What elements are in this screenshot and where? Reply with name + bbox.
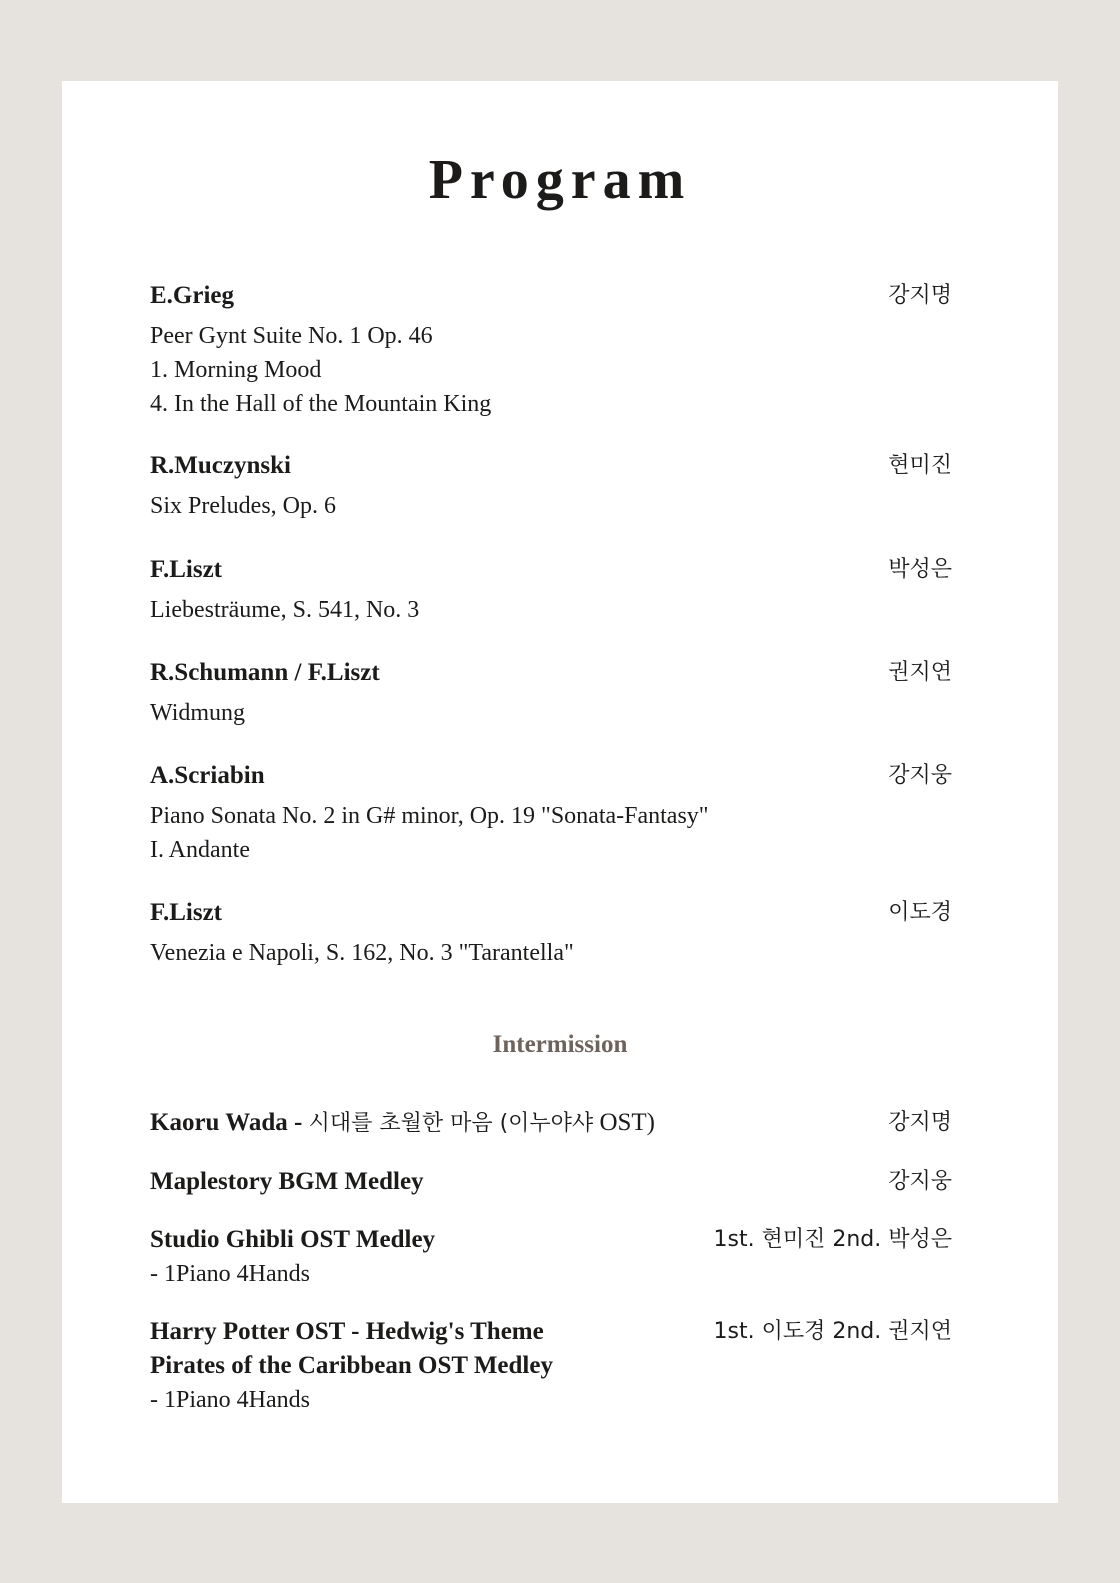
performer-name: 권지연 [888,660,952,685]
page-title: Program [428,149,692,211]
piece-title [150,1106,952,1141]
performer-name: 강지명 [888,1110,952,1135]
work-title: Venezia e Napoli, S. 162, No. 3 "Tarantella" [150,940,574,966]
work-title: Widmung [150,700,246,726]
piece-title: Studio Ghibli OST Medley [150,1226,436,1253]
work-title: Liebesträume, S. 541, No. 3 [150,597,420,623]
performer-name: 현미진 [888,453,952,478]
work-movement: 1. Morning Mood [150,357,322,383]
program-entry-muczynski [150,451,952,523]
program-entry-grieg [150,281,952,421]
work-movement: 4. In the Hall of the Mountain King [150,391,492,417]
intermission-label: Intermission [492,1031,628,1058]
program-entry-liszt-liebestraume [150,555,952,627]
work-title: Peer Gynt Suite No. 1 Op. 46 [150,323,433,349]
program-entry-harry-potter [150,1315,952,1417]
composer-name: Kaoru Wada - [150,1109,309,1136]
composer-name: R.Schumann / F.Liszt [150,659,380,686]
program-entry-liszt-tarantella [150,898,952,970]
performer-name: 이도경 [888,900,952,925]
performer-name: 강지웅 [888,1169,952,1194]
program-entry-ghibli [150,1223,952,1291]
work-title: Piano Sonata No. 2 in G# minor, Op. 19 "Sonata-Fantasy" [150,803,709,829]
performer-name: 1st. 이도경 2nd. 권지연 [713,1319,952,1344]
performer-name: 강지명 [888,283,952,308]
piece-title-korean: 시대를 초월한 마음 (이누야샤 [308,1111,594,1136]
performer-name: 강지웅 [888,763,952,788]
performer-name: 1st. 현미진 2nd. 박성은 [713,1227,952,1252]
composer-name: R.Muczynski [150,452,291,479]
ensemble-note: - 1Piano 4Hands [150,1387,310,1413]
work-title: Six Preludes, Op. 6 [150,493,336,519]
program-entry-maplestory [150,1165,952,1199]
ensemble-note: - 1Piano 4Hands [150,1261,310,1287]
piece-title-suffix: OST) [593,1109,655,1136]
composer-name: A.Scriabin [150,762,265,789]
performer-name: 박성은 [888,557,952,582]
program-entry-scriabin [150,761,952,867]
composer-name: E.Grieg [150,282,235,309]
program-entry-kaoru-wada [150,1106,952,1141]
piece-title: Maplestory BGM Medley [150,1168,424,1195]
piece-title: Pirates of the Caribbean OST Medley [150,1352,553,1379]
composer-name: F.Liszt [150,556,222,583]
work-movement: I. Andante [150,837,250,863]
composer-name: F.Liszt [150,899,222,926]
program-entry-schumann-liszt [150,658,952,730]
piece-title: Harry Potter OST - Hedwig's Theme [150,1318,544,1345]
